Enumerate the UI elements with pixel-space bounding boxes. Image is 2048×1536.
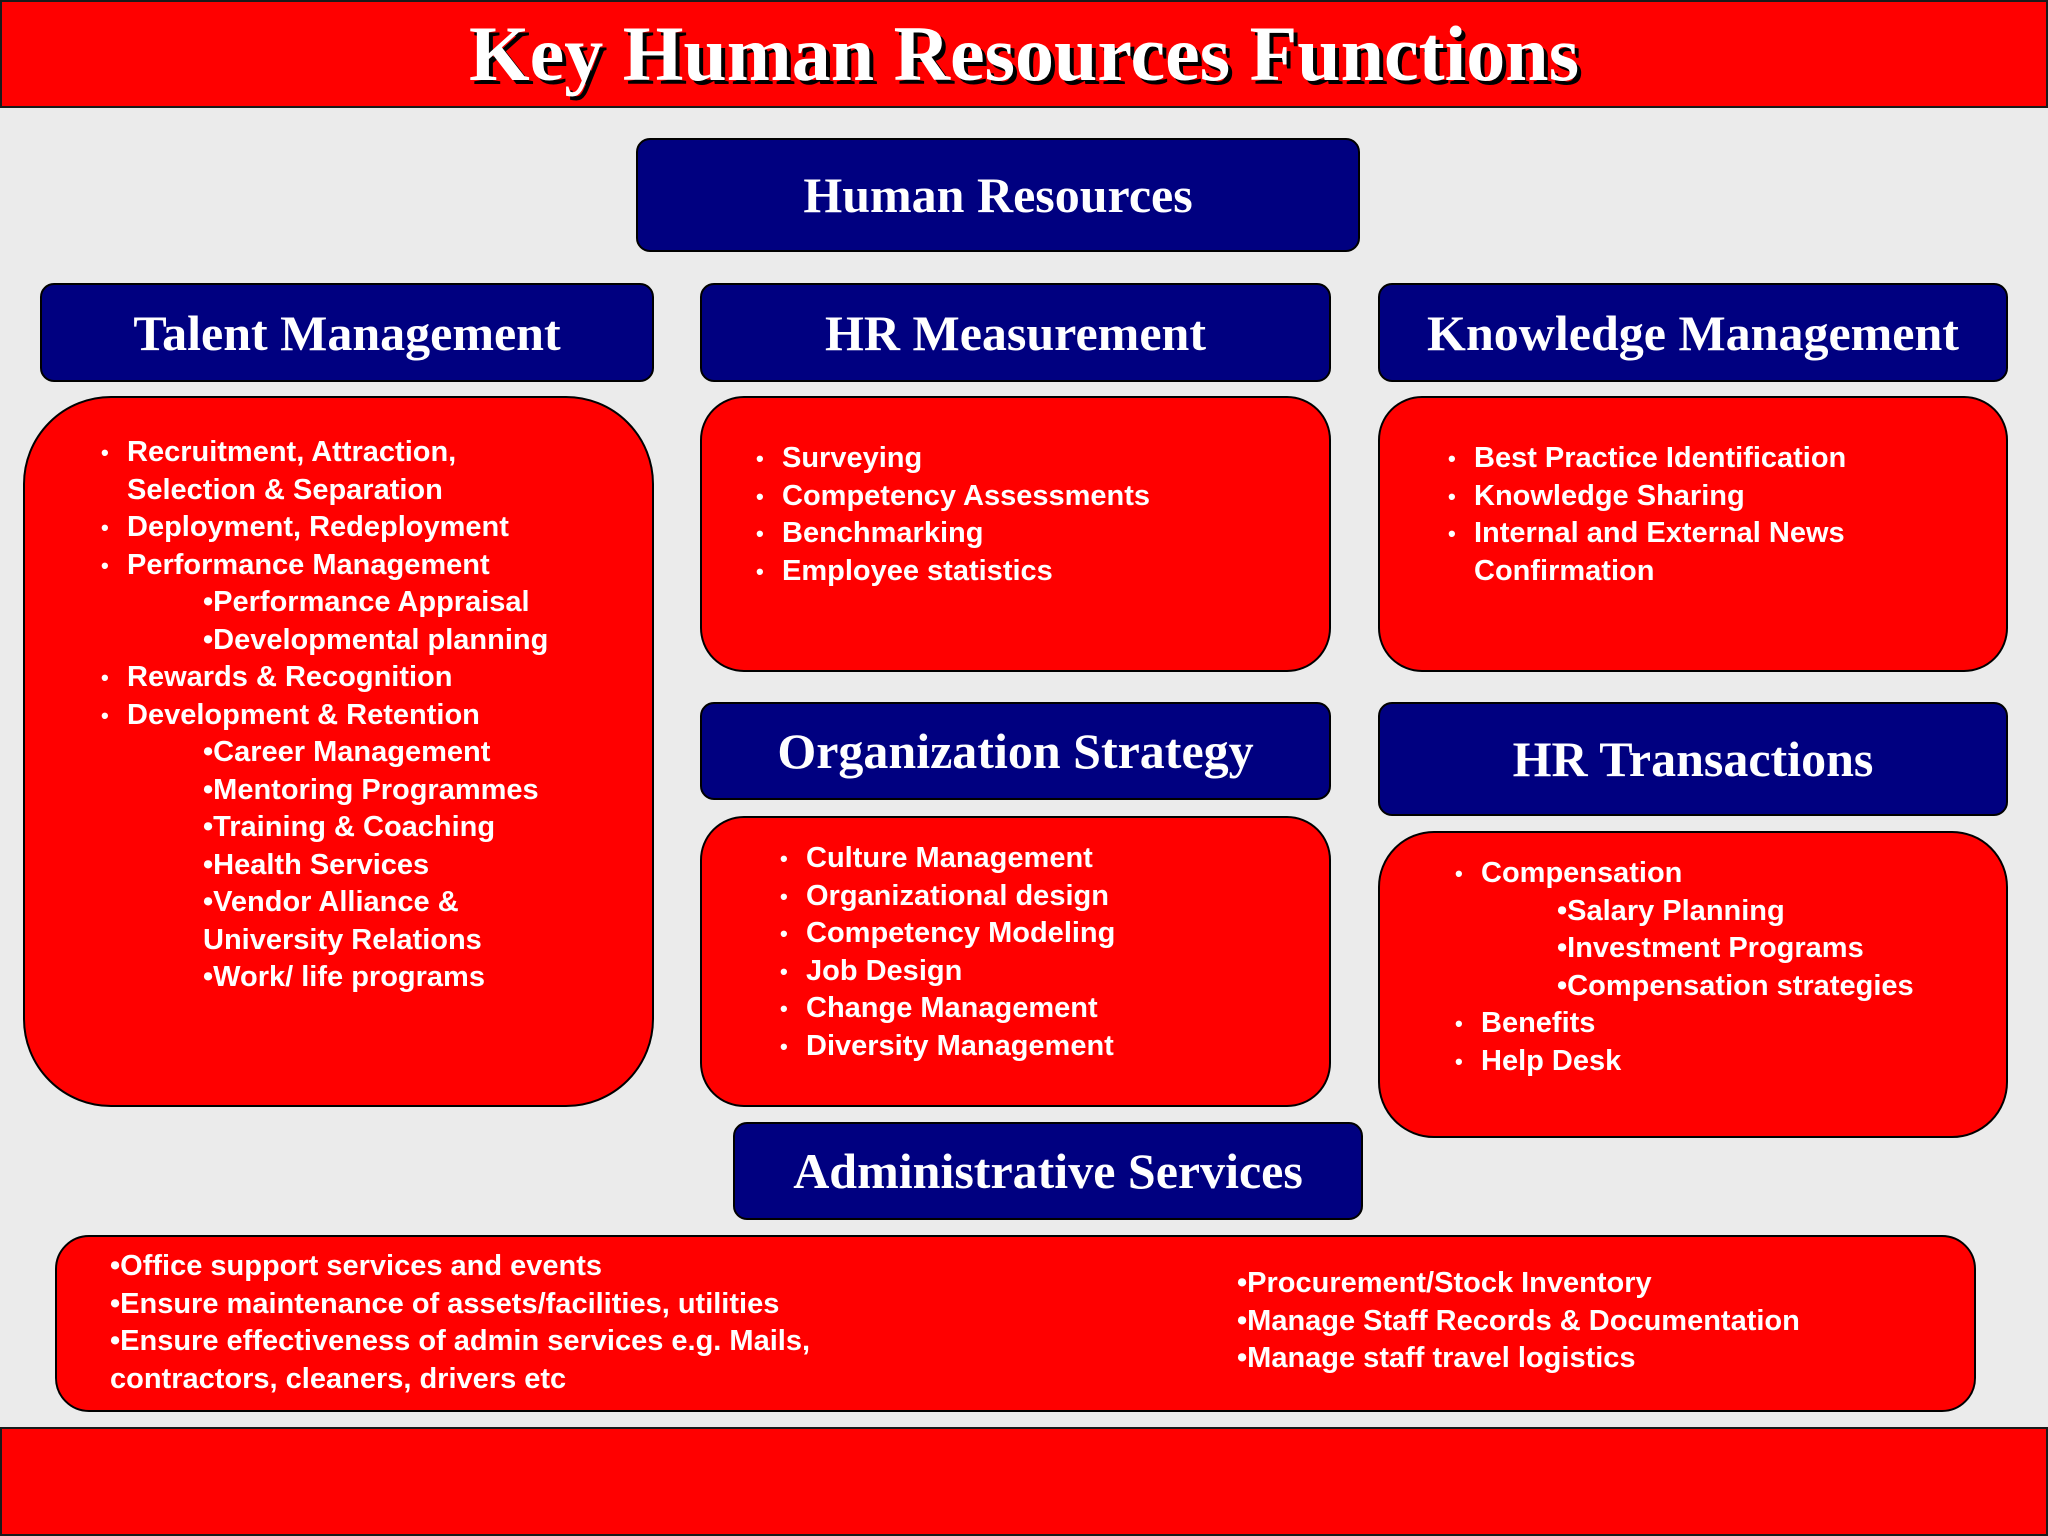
list-item-text: • Performance Management: [127, 549, 490, 581]
list-item-text: Manage staff travel logistics: [1247, 1342, 1636, 1374]
administrative-services-header: [733, 1122, 1363, 1220]
list-item-text: • Culture Management: [806, 842, 1093, 874]
sub-list-item-text: Developmental planning: [213, 623, 549, 656]
hr-transactions-label: HR Transactions: [1512, 731, 1874, 787]
sub-list: [1481, 893, 2006, 1006]
list-item-text: • Diversity Management: [806, 1030, 1114, 1062]
sub-list-item-text: Compensation strategies: [1567, 969, 1914, 1002]
administrative-services-label: Administrative Services: [793, 1143, 1303, 1199]
list-item: [110, 1286, 1160, 1324]
list-item-text: • Knowledge Sharing: [1474, 480, 1745, 512]
sub-list-item-text: Performance Appraisal: [213, 586, 530, 618]
list-item: [101, 547, 652, 660]
list-item-text: Ensure maintenance of assets/facilities, utilities: [120, 1287, 780, 1320]
list-item-text: • Benefits: [1481, 1007, 1595, 1039]
sub-list: [127, 734, 652, 997]
list-item-text: • Change Management: [806, 992, 1098, 1024]
list-item-text: • Benchmarking: [782, 517, 983, 549]
organization-strategy-label: Organization Strategy: [777, 723, 1254, 779]
list-item: [1455, 1005, 2006, 1043]
list-item: [780, 878, 1329, 916]
knowledge-management-label: Knowledge Management: [1427, 304, 1959, 361]
list-item-text: • Employee statistics: [782, 555, 1053, 587]
list-item: [1237, 1303, 1937, 1341]
list-item-text: • Recruitment, Attraction, Selection & Separation: [127, 436, 456, 506]
list-item-text: Office support services and events: [120, 1250, 603, 1282]
organization-strategy-panel: [700, 816, 1331, 1107]
sub-list-item: [203, 734, 652, 772]
sub-list-item: [203, 884, 523, 959]
hr-measurement-panel: [700, 396, 1331, 672]
list-item: [101, 509, 652, 547]
list-item: [101, 434, 527, 509]
hr-measurement-label: HR Measurement: [825, 304, 1206, 361]
organization-strategy-list: [780, 840, 1329, 1065]
sub-list: [127, 584, 652, 659]
list-item-text: Manage Staff Records & Documentation: [1247, 1304, 1800, 1337]
list-item-text: • Competency Modeling: [806, 917, 1115, 949]
talent-management-label: Talent Management: [133, 304, 561, 361]
list-item: [780, 953, 1329, 991]
admin-left-list: [110, 1248, 1160, 1398]
list-item: [1455, 855, 2006, 1005]
sub-list-item: [203, 772, 652, 810]
talent-management-panel: [23, 396, 654, 1107]
list-item: [756, 515, 1329, 553]
sub-list-item-text: Training & Coaching: [213, 811, 496, 843]
knowledge-management-panel: [1378, 396, 2008, 672]
list-item-text: Procurement/Stock Inventory: [1247, 1267, 1652, 1299]
list-item: [780, 840, 1329, 878]
sub-list-item-text: Investment Programs: [1567, 932, 1864, 964]
list-item: [1448, 515, 1934, 590]
administrative-services-panel: [55, 1235, 1976, 1412]
sub-list-item-text: Salary Planning: [1567, 894, 1785, 927]
knowledge-management-list: [1448, 440, 2006, 590]
hr-measurement-list: [756, 440, 1329, 590]
list-item: [101, 659, 652, 697]
list-item: [110, 1323, 830, 1398]
list-item: [1237, 1265, 1937, 1303]
list-item: [780, 1028, 1329, 1066]
list-item: [780, 915, 1329, 953]
hr-measurement-header: [700, 283, 1331, 382]
list-item: [1448, 440, 2006, 478]
list-item: [756, 553, 1329, 591]
list-item: [756, 478, 1329, 516]
sub-list-item: [203, 959, 652, 997]
sub-list-item-text: Vendor Alliance & University Relations: [203, 886, 482, 956]
list-item-text: • Deployment, Redeployment: [127, 511, 509, 543]
knowledge-management-header: [1378, 283, 2008, 382]
list-item-text: Ensure effectiveness of admin services e.g. Mails, contractors, cleaners, drivers etc: [110, 1325, 811, 1395]
list-item: [1237, 1340, 1937, 1378]
list-item-text: • Competency Assessments: [782, 480, 1150, 512]
sub-list-item: [203, 584, 652, 622]
admin-right-list: [1237, 1265, 1937, 1378]
talent-management-list: [101, 434, 652, 997]
sub-list-item: [203, 847, 652, 885]
page-title: Key Human Resources Functions: [468, 10, 1580, 97]
human-resources-header: [636, 138, 1360, 252]
sub-list-item: [1557, 968, 2006, 1006]
sub-list-item-text: Career Management: [213, 736, 491, 768]
list-item-text: • Best Practice Identification: [1474, 442, 1846, 474]
list-item: [110, 1248, 1160, 1286]
bottom-band: [0, 1427, 2048, 1536]
list-item: [756, 440, 1329, 478]
organization-strategy-header: [700, 702, 1331, 800]
list-item-text: • Job Design: [806, 955, 962, 987]
list-item: [101, 697, 652, 997]
hr-transactions-list: [1455, 855, 2006, 1080]
sub-list-item-text: Work/ life programs: [213, 961, 485, 993]
list-item-text: • Internal and External News Confirmation: [1474, 517, 1845, 587]
list-item-text: • Organizational design: [806, 880, 1109, 912]
sub-list-item: [1557, 930, 2006, 968]
list-item: [1455, 1043, 2006, 1081]
list-item: [1448, 478, 2006, 516]
list-item-text: • Help Desk: [1481, 1045, 1621, 1077]
sub-list-item-text: Health Services: [213, 848, 430, 881]
human-resources-label: Human Resources: [803, 167, 1193, 223]
sub-list-item: [203, 622, 652, 660]
list-item: [780, 990, 1329, 1028]
list-item-text: • Compensation: [1481, 857, 1682, 889]
sub-list-item: [1557, 893, 2006, 931]
list-item-text: • Rewards & Recognition: [127, 661, 453, 693]
list-item-text: • Development & Retention: [127, 699, 480, 731]
list-item-text: • Surveying: [782, 442, 922, 474]
sub-list-item: [203, 809, 652, 847]
hr-transactions-header: [1378, 702, 2008, 816]
sub-list-item-text: Mentoring Programmes: [213, 773, 539, 806]
talent-management-header: [40, 283, 654, 382]
hr-transactions-panel: [1378, 831, 2008, 1138]
